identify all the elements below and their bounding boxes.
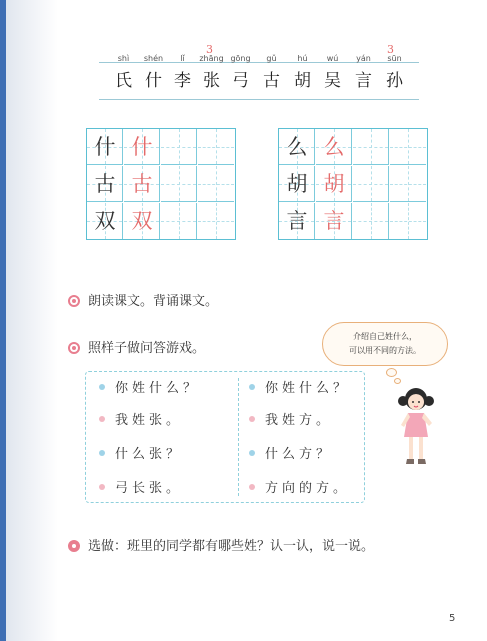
dialogue-line: 你姓什么？ — [249, 377, 350, 396]
page-number: 5 — [449, 613, 456, 624]
flower-bullet-icon — [68, 295, 80, 307]
pinyin: lǐ — [180, 54, 185, 63]
blue-dot-icon — [249, 450, 255, 456]
model-char: 双 — [94, 209, 116, 233]
hanzi: 胡 — [294, 71, 311, 91]
pink-dot-icon — [249, 484, 255, 490]
blue-dot-icon — [99, 450, 105, 456]
flower-bullet-icon — [68, 540, 80, 552]
trace-char: 么 — [323, 135, 345, 159]
dialogue-divider — [238, 378, 239, 496]
char-cell — [109, 52, 138, 96]
pinyin: hú — [297, 54, 308, 63]
dialogue-line: 你姓什么？ — [99, 377, 200, 396]
model-char: 什 — [94, 135, 116, 159]
hanzi: 古 — [263, 71, 280, 91]
trace-char: 言 — [323, 209, 345, 233]
dialogue-line: 弓长张。 — [99, 477, 183, 496]
instruction-qa-game — [68, 337, 205, 356]
pink-dot-icon — [99, 416, 105, 422]
pink-dot-icon — [99, 484, 105, 490]
dialogue-line: 方向的方。 — [249, 477, 350, 496]
char-ruler-bottom — [99, 99, 419, 100]
hanzi: 孙 — [386, 71, 403, 91]
blue-dot-icon — [249, 384, 255, 390]
stroke-marker-right: 3 — [387, 43, 394, 56]
trace-char: 胡 — [323, 172, 345, 196]
char-cell — [139, 52, 168, 96]
flower-bullet-icon — [68, 342, 80, 354]
hanzi: 张 — [203, 71, 220, 91]
pinyin: sūn — [387, 54, 402, 63]
hanzi: 氏 — [115, 71, 132, 91]
dialogue-line: 我姓张。 — [99, 409, 183, 428]
bubble-tail-icon — [394, 378, 401, 384]
dialogue-line: 什么张？ — [99, 443, 183, 462]
instruction-text: 朗读课文。背诵课文。 — [88, 294, 219, 309]
pinyin: wú — [326, 54, 339, 63]
pinyin: shén — [143, 54, 164, 63]
dialogue-box — [85, 371, 365, 503]
char-cell — [349, 52, 378, 96]
char-cell — [318, 52, 347, 96]
model-char: 胡 — [286, 172, 308, 196]
pinyin: gǔ — [266, 54, 277, 63]
dialogue-line: 什么方？ — [249, 443, 333, 462]
writing-grid-right — [278, 128, 428, 240]
trace-char: 古 — [131, 172, 153, 196]
char-cell — [197, 52, 226, 96]
hanzi: 弓 — [232, 71, 249, 91]
char-cell — [168, 52, 197, 96]
char-cell — [226, 52, 255, 96]
bubble-tail-icon — [386, 368, 397, 377]
pinyin: shì — [117, 54, 130, 63]
char-cell — [257, 52, 286, 96]
new-character-row — [99, 43, 419, 102]
pink-dot-icon — [249, 416, 255, 422]
speech-bubble — [322, 322, 448, 366]
hanzi: 李 — [174, 71, 191, 91]
bubble-line-1: 介绍自己姓什么， — [353, 332, 417, 341]
char-cell — [380, 52, 409, 96]
instruction-text: 照样子做问答游戏。 — [88, 341, 206, 356]
hanzi: 言 — [355, 71, 372, 91]
bubble-line-2: 可以用不同的方法。 — [349, 346, 421, 355]
trace-char: 双 — [131, 209, 153, 233]
pinyin: gōng — [230, 54, 251, 63]
hanzi: 什 — [145, 71, 162, 91]
hanzi: 吴 — [324, 71, 341, 91]
char-cell — [288, 52, 317, 96]
pinyin: yán — [356, 54, 371, 63]
pinyin: zhāng — [199, 54, 224, 63]
instruction-read-aloud — [68, 290, 218, 309]
girl-illustration — [393, 385, 439, 471]
model-char: 古 — [94, 172, 116, 196]
writing-grid-left — [86, 128, 236, 240]
instruction-optional — [68, 535, 374, 554]
trace-char: 什 — [131, 135, 153, 159]
stroke-marker-left: 3 — [206, 43, 213, 56]
instruction-text: 选做：班里的同学都有哪些姓？认一认，说一说。 — [88, 539, 375, 554]
blue-dot-icon — [99, 384, 105, 390]
model-char: 么 — [286, 135, 308, 159]
dialogue-line: 我姓方。 — [249, 409, 333, 428]
model-char: 言 — [286, 209, 308, 233]
spine-shadow — [6, 0, 58, 641]
